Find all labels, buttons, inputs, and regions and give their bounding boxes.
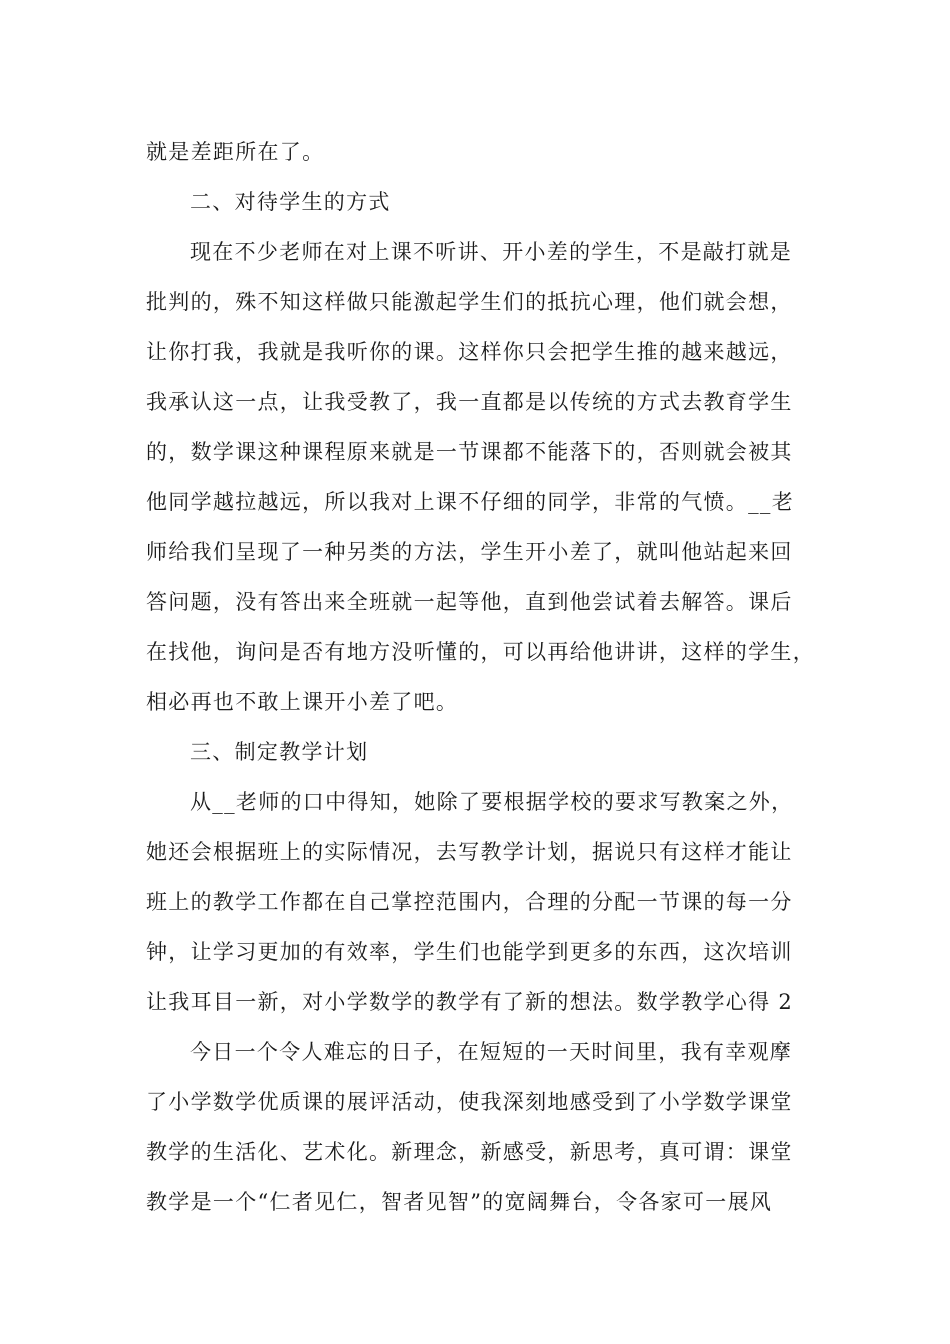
text-line: 让你打我，我就是我听你的课。这样你只会把学生推的越来越远， (146, 340, 793, 364)
text-line: 答问题，没有答出来全班就一起等他，直到他尝试着去解答。课后 (146, 590, 793, 614)
text-line: 在找他，询问是否有地方没听懂的，可以再给他讲讲，这样的学生， (146, 640, 815, 664)
paragraph-first-line: 从__老师的口中得知，她除了要根据学校的要求写教案之外， (190, 790, 794, 814)
text-line: 她还会根据班上的实际情况，去写教学计划，据说只有这样才能让 (146, 840, 793, 864)
text-line: 的，数学课这种课程原来就是一节课都不能落下的，否则就会被其 (146, 440, 793, 464)
text-line: 相必再也不敢上课开小差了吧。 (146, 690, 459, 714)
text-line: 就是差距所在了。 (146, 140, 325, 164)
text-line: 了小学数学优质课的展评活动，使我深刻地感受到了小学数学课堂 (146, 1090, 793, 1114)
paragraph-first-line: 今日一个令人难忘的日子，在短短的一天时间里，我有幸观摩 (190, 1040, 793, 1064)
text-line: 师给我们呈现了一种另类的方法，学生开小差了，就叫他站起来回 (146, 540, 793, 564)
text-line: 他同学越拉越远，所以我对上课不仔细的同学，非常的气愤。__老 (146, 490, 794, 514)
text-line: 钟，让学习更加的有效率，学生们也能学到更多的东西，这次培训 (146, 940, 793, 964)
text-line: 教学是一个“仁者见仁，智者见智”的宽阔舞台，令各家可一展风 (146, 1190, 773, 1214)
paragraph-first-line: 现在不少老师在对上课不听讲、开小差的学生，不是敲打就是 (190, 240, 793, 264)
text-line: 我承认这一点，让我受教了，我一直都是以传统的方式去教育学生 (146, 390, 793, 414)
text-line: 教学的生活化、艺术化。新理念，新感受，新思考，真可谓：课堂 (146, 1140, 793, 1164)
text-line: 批判的，殊不知这样做只能激起学生们的抵抗心理，他们就会想， (146, 290, 793, 314)
section-heading: 三、制定教学计划 (190, 740, 369, 764)
text-line: 班上的教学工作都在自己掌控范围内，合理的分配一节课的每一分 (146, 890, 793, 914)
section-heading: 二、对待学生的方式 (190, 190, 391, 214)
text-line: 让我耳目一新，对小学数学的教学有了新的想法。数学教学心得 2 (146, 990, 794, 1014)
